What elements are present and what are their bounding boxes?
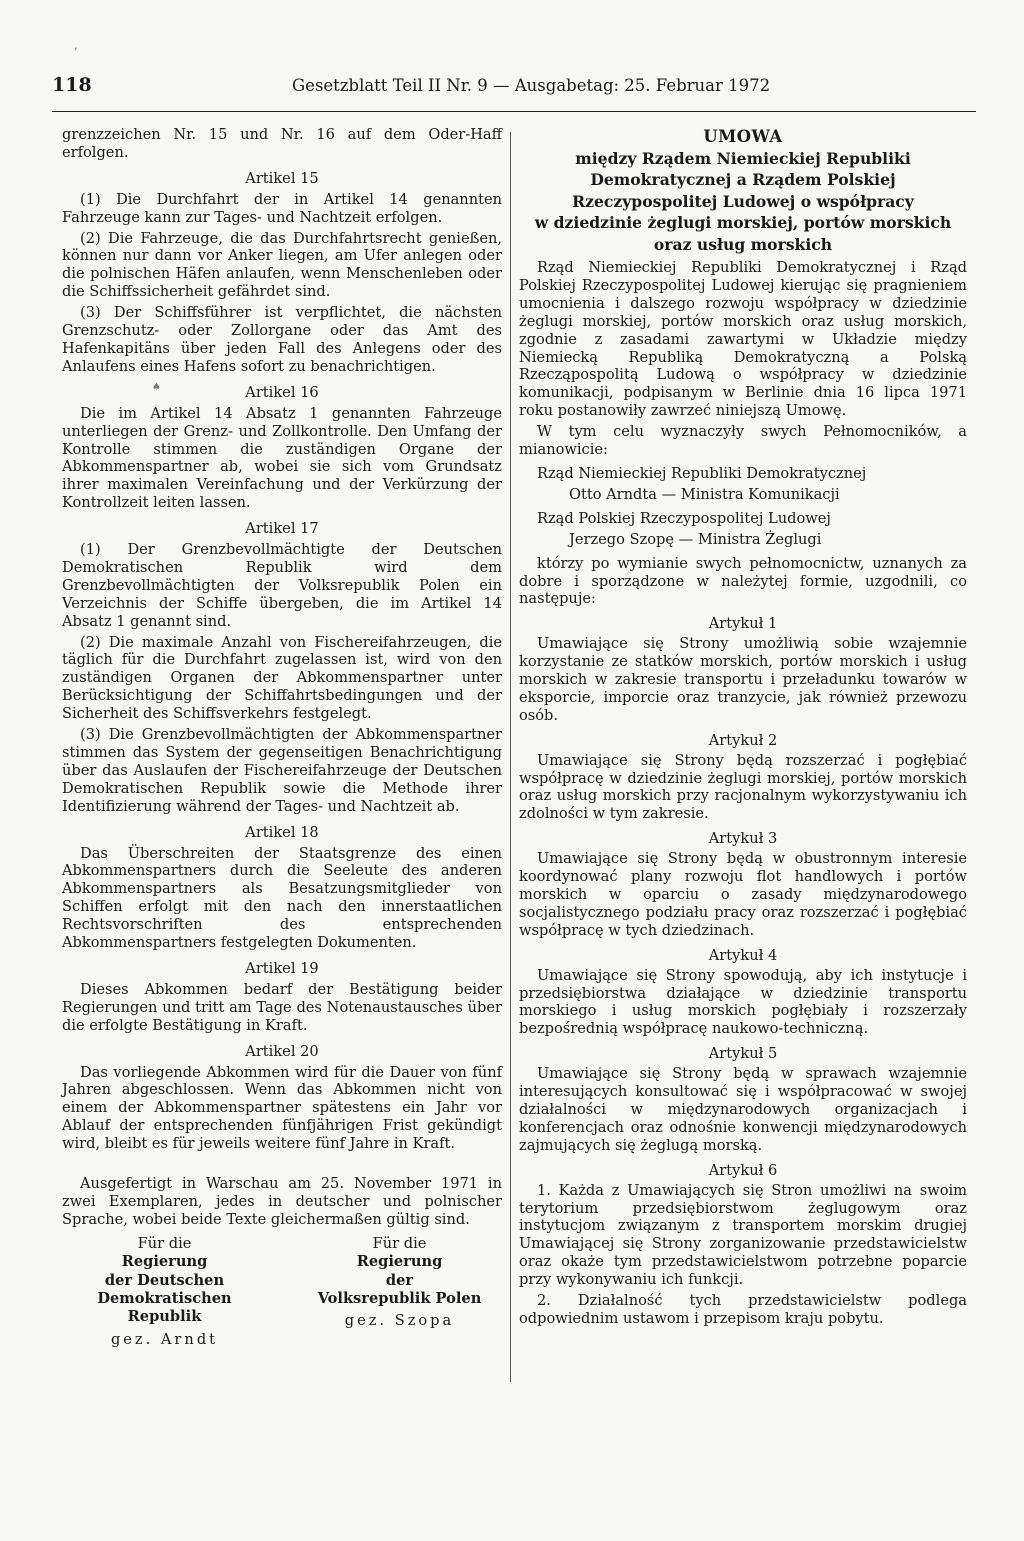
left-column xyxy=(62,126,502,1349)
article-19-paragraph-1: Dieses Abkommen bedarf der Bestätigung beider Regierungen und tritt am Tage des Notenaustausches über die erfolgte Bestätigung in Kraft. xyxy=(62,980,502,1034)
treaty-title-line-2: między Rządem Niemieckiej Republiki xyxy=(575,148,911,168)
article-15-paragraph-2: (2) Die Fahrzeuge, die das Durchfahrtsrecht genießen, können nur dann vor Anker liegen, am Ufer anlegen oder die polnischen Häfen anlaufen, wenn Menschenleben oder die Schiffssicherheit gefährdet sind. xyxy=(62,229,502,301)
column-divider xyxy=(510,132,511,1382)
artykul-5-paragraph: Umawiające się Strony będą w sprawach wzajemnie interesujących konsultować się i współpracować w swojej działalności w międzynarodowych organizacjach i konferencjach oraz odnośnie konwencji międzynarodowych zajmujących się żeglugą morską. xyxy=(519,1065,967,1154)
article-17-paragraph-3: (3) Die Grenzbevollmächtigten der Abkommenspartner stimmen das System der gegenseitigen Benachrichtigung über das Auslaufen der Fischereifahrzeuge der Deutschen Demokratischen Republik sowie die Methode ihrer Identifizierung während der Tages- und Nachtzeit ab. xyxy=(62,726,502,815)
article-20-paragraph-1: Das vorliegende Abkommen wird für die Dauer von fünf Jahren abgeschlossen. Wenn das Abkommen nicht von einem der Abkommenspartner spätestens ein Jahr vor Ablauf der entsprechenden fünfjährigen Frist gekündigt wird, bleibt es für jeweils weitere fünf Jahre in Kraft. xyxy=(62,1063,502,1153)
treaty-title-line-1: UMOWA xyxy=(703,127,783,146)
signature-gdr-signed: gez. Arndt xyxy=(110,1330,219,1348)
plenipotentiaries-intro: W tym celu wyznaczyły swych Pełnomocników, a mianowicie: xyxy=(519,423,967,459)
representative-gdr: Otto Arndta — Ministra Komunikacji xyxy=(569,485,840,503)
agreement-clause: którzy po wymianie swych pełnomocnictw, uznanych za dobre i sporządzone w należytej formie, uzgodnili, co następuje: xyxy=(519,554,967,608)
treaty-title-line-4: Rzeczypospolitej Ludowej o współpracy xyxy=(572,191,914,211)
signature-gdr xyxy=(62,1235,267,1349)
page-header xyxy=(52,74,972,104)
continuation-text: grenzzeichen Nr. 15 und Nr. 16 auf dem Oder-Haff erfolgen. xyxy=(62,126,502,161)
artykul-6-paragraph-1: 1. Każda z Umawiających się Stron umożliwi na swoim terytorium przedsiębiorstwom żeglugowym oraz instytucjom związanym z transportem morskim drugiej Umawiającej się Strony zorganizowanie przedstawicielstw oraz okaże tym przedstawicielstwom potrzebne poparcie przy wykonywaniu ich funkcji. xyxy=(519,1181,967,1289)
signature-gdr-line-4: Demokratischen Republik xyxy=(97,1289,232,1326)
page-number: 118 xyxy=(52,74,92,96)
running-head: Gesetzblatt Teil II Nr. 9 — Ausgabetag: 25. Februar 1972 xyxy=(292,76,771,95)
right-column xyxy=(519,126,967,1331)
treaty-title-line-5: w dziedzinie żeglugi morskiej, portów morskich xyxy=(534,213,952,232)
article-17-heading: Artikel 17 xyxy=(245,520,319,538)
signature-block xyxy=(62,1235,502,1349)
signature-gdr-line-2: Regierung xyxy=(121,1253,208,1271)
article-16-paragraph-1: Die im Artikel 14 Absatz 1 genannten Fahrzeuge unterliegen der Grenz- und Zollkontrolle. Den Umfang der Kontrolle stimmen die zuständigen Organe der Abkommenspartner ab, wobei sie sich vom Grundsatz ihrer maximalen Vereinfachung und der Verkürzung der Kontrollzeit leiten lassen. xyxy=(62,404,502,512)
article-17-paragraph-1: (1) Der Grenzbevollmächtigte der Deutschen Demokratischen Republik wird dem Grenzbevollmächtigten der Volksrepublik Polen ein Verzeichnis der Schiffe übergeben, die im Artikel 14 Absatz 1 genannt sind. xyxy=(62,541,502,630)
signature-poland-line-2: Regierung xyxy=(356,1253,443,1271)
artykul-3-heading: Artykuł 3 xyxy=(708,830,778,848)
artykul-2-paragraph: Umawiające się Strony będą rozszerzać i pogłębiać współpracę w dziedzinie żeglugi morskiej, portów morskich oraz usług morskich przy racjonalnym wykorzystywaniu ich zdolności w tym zakresie. xyxy=(519,751,967,823)
signature-gdr-line-3: der Deutschen xyxy=(104,1271,225,1289)
scan-speck: , xyxy=(74,38,78,52)
artykul-1-paragraph: Umawiające się Strony umożliwią sobie wzajemnie korzystanie ze statków morskich, portów morskich i usług morskich w zakresie transportu i przeładunku towarów w eksporcie, imporcie oraz tranzycie, jak również przewozu osób. xyxy=(519,635,967,724)
artykul-3-paragraph: Umawiające się Strony będą w obustronnym interesie koordynować plany rozwoju flot handlowych i portów morskich w oparciu o zasady międzynarodowego socjalistycznego podziału pracy oraz rozszerzać i pogłębiać współpracę w tych dziedzinach. xyxy=(519,850,967,939)
signature-poland-line-3: der xyxy=(385,1271,414,1289)
article-18-heading: Artikel 18 xyxy=(245,823,319,841)
article-19-heading: Artikel 19 xyxy=(245,959,319,977)
ink-blot-mark: ♠ xyxy=(152,382,161,393)
artykul-4-paragraph: Umawiające się Strony spowodują, aby ich instytucje i przedsiębiorstwa działające w dziedzinie transportu morskiego i usług morskich pogłębiały i rozszerzały bezpośrednią współpracę naukowo-techniczną. xyxy=(519,966,967,1038)
artykul-6-heading: Artykuł 6 xyxy=(708,1161,778,1179)
article-17-paragraph-2: (2) Die maximale Anzahl von Fischereifahrzeugen, die täglich für die Durchfahrt zugelassen ist, wird von den zuständigen Organen der Abkommenspartner unter Berücksichtigung der Schiffahrtsbedingungen und der Sicherheit des Schiffsverkehrs festgelegt. xyxy=(62,633,502,723)
artykul-5-heading: Artykuł 5 xyxy=(708,1045,778,1063)
article-18-paragraph-1: Das Überschreiten der Staatsgrenze des einen Abkommenspartners durch die Seeleute des anderen Abkommenspartners als Besatzungsmitglieder von Schiffen erfolgt mit den nach den innerstaatlichen Rechtsvorschriften des entsprechenden Abkommenspartners festgelegten Dokumenten. xyxy=(62,844,502,952)
artykul-2-heading: Artykuł 2 xyxy=(708,731,778,749)
treaty-title-line-3: Demokratycznej a Rządem Polskiej xyxy=(590,170,896,189)
signature-gdr-line-1: Für die xyxy=(137,1234,192,1252)
article-15-heading: Artikel 15 xyxy=(245,169,319,187)
party-gdr: Rząd Niemieckiej Republiki Demokratycznej xyxy=(537,464,867,482)
signature-poland-line-4: Volksrepublik Polen xyxy=(317,1289,482,1307)
signature-poland xyxy=(297,1235,502,1349)
artykul-4-heading: Artykuł 4 xyxy=(708,946,778,964)
artykul-6-paragraph-2: 2. Działalność tych przedstawicielstw podlega odpowiednim ustawom i przepisom kraju pobytu. xyxy=(519,1292,967,1327)
signature-poland-line-1: Für die xyxy=(372,1234,427,1252)
article-15-paragraph-3: (3) Der Schiffsführer ist verpflichtet, die nächsten Grenzschutz- oder Zollorgane oder das Amt des Hafenkapitäns über jeden Fall des Anlegens oder des Anlaufens eines Hafens sofort zu benachrichtigen. xyxy=(62,304,502,375)
header-rule xyxy=(52,111,976,112)
treaty-title-line-6: oraz usług morskich xyxy=(653,234,833,254)
signature-poland-signed: gez. Szopa xyxy=(344,1312,455,1330)
article-16-heading: Artikel 16 xyxy=(245,383,319,401)
article-20-heading: Artikel 20 xyxy=(245,1042,319,1060)
representative-poland: Jerzego Szopę — Ministra Żeglugi xyxy=(569,530,822,548)
article-15-paragraph-1: (1) Die Durchfahrt der in Artikel 14 genannten Fahrzeuge kann zur Tages- und Nachtzeit erfolgen. xyxy=(62,190,502,226)
party-poland: Rząd Polskiej Rzeczypospolitej Ludowej xyxy=(537,509,831,527)
preamble: Rząd Niemieckiej Republiki Demokratycznej i Rząd Polskiej Rzeczypospolitej Ludowej kierując się pragnieniem umocnienia i dalszego rozwoju współpracy w dziedzinie żeglugi morskiej, portów morskich oraz usług morskich, zgodnie z zasadami zawartymi w Układzie między Niemiecką Republiką Demokratyczną a Polską Rzecząpospolitą Ludową o współpracy w dziedzinie komunikacji, podpisanym w Berlinie dnia 16 lipca 1971 roku postanowiły zawrzeć niniejszą Umowę. xyxy=(519,259,967,420)
closing-formula: Ausgefertigt in Warschau am 25. November 1971 in zwei Exemplaren, jedes in deutscher und polnischer Sprache, wobei beide Texte gleichermaßen gültig sind. xyxy=(62,1175,502,1228)
artykul-1-heading: Artykuł 1 xyxy=(708,615,778,633)
treaty-title xyxy=(519,126,967,255)
